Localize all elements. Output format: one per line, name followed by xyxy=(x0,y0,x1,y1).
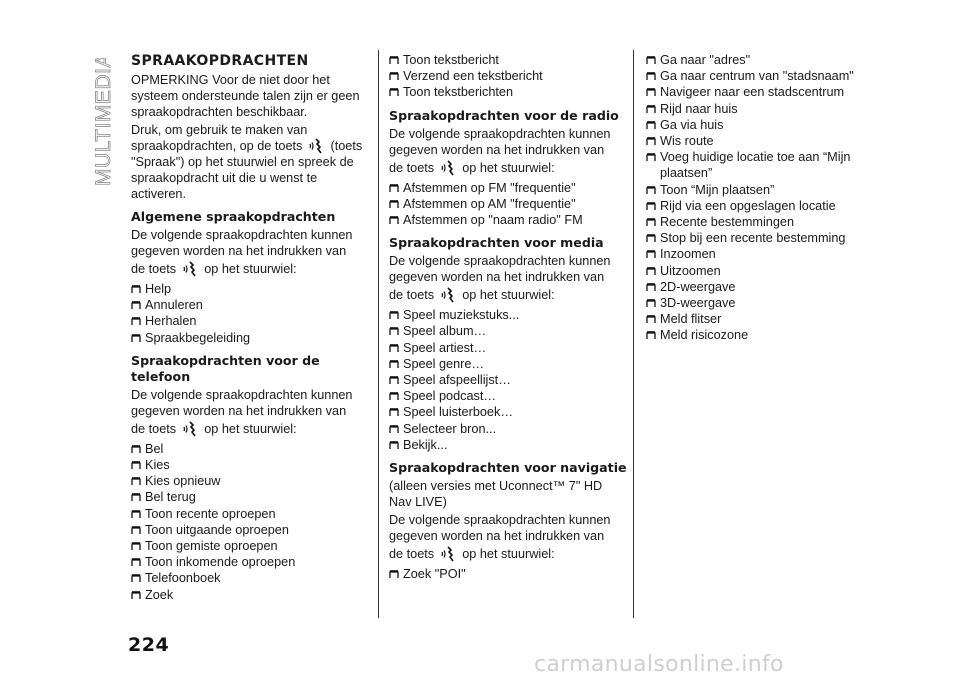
bullet-icon xyxy=(646,185,656,195)
command-label: Bel terug xyxy=(145,490,196,505)
command-label: Inzoomen xyxy=(660,247,716,262)
command-item xyxy=(389,404,627,420)
command-item xyxy=(646,263,886,279)
command-label: Ga naar "adres" xyxy=(660,53,751,67)
voice-command-icon xyxy=(439,546,455,562)
command-item xyxy=(131,538,366,554)
command-label: Spraakbegeleiding xyxy=(145,330,251,345)
command-item xyxy=(389,307,627,323)
media-heading: Spraakopdrachten voor media xyxy=(389,235,604,251)
general-heading: Algemene spraakopdrachten xyxy=(131,209,336,224)
command-item xyxy=(389,84,627,100)
radio-text: De volgende spraakopdrachten kunnen gegeven worden na het indrukken van xyxy=(389,126,611,157)
command-item xyxy=(646,182,886,198)
nav-command-list xyxy=(389,566,627,582)
command-item xyxy=(131,570,366,586)
command-label: Speel artiest… xyxy=(403,340,487,355)
command-label: Herhalen xyxy=(145,314,197,329)
bullet-icon xyxy=(131,573,141,583)
command-label: Rijd naar huis xyxy=(660,101,738,116)
command-item xyxy=(646,279,886,295)
bullet-icon xyxy=(646,71,656,81)
bullet-icon xyxy=(389,569,399,579)
bullet-icon xyxy=(131,300,141,310)
bullet-icon xyxy=(646,120,656,130)
command-label: Toon gemiste oproepen xyxy=(145,539,278,554)
command-item xyxy=(646,295,886,311)
command-item xyxy=(646,149,886,181)
command-item xyxy=(646,133,886,149)
media-text: De volgende spraakopdrachten kunnen gegeven worden na het indrukken van xyxy=(389,254,611,285)
command-label: Annuleren xyxy=(145,298,203,313)
command-item xyxy=(389,388,627,404)
command-item xyxy=(646,117,886,133)
bullet-icon xyxy=(389,87,399,97)
command-item xyxy=(131,457,366,473)
command-item xyxy=(389,212,627,228)
command-label: Voeg huidige locatie toe aan “Mijn plaatsen” xyxy=(660,150,851,181)
bullet-icon xyxy=(131,316,141,326)
bullet-icon xyxy=(131,590,141,600)
command-label: Speel genre… xyxy=(403,356,485,371)
command-label: Kies xyxy=(145,458,170,473)
bullet-icon xyxy=(646,55,656,65)
bullet-icon xyxy=(131,557,141,567)
voice-command-icon xyxy=(181,421,197,437)
bullet-icon xyxy=(389,375,399,385)
bullet-icon xyxy=(389,55,399,65)
bullet-icon xyxy=(131,444,141,454)
command-label: Bel xyxy=(145,441,164,456)
command-label: Zoek "POI" xyxy=(403,567,466,582)
command-item xyxy=(131,554,366,570)
command-item xyxy=(646,327,886,343)
command-item xyxy=(646,101,886,117)
command-label: Toon tekstberichten xyxy=(403,85,514,100)
general-text: De volgende spraakopdrachten kunnen gegeven worden na het indrukken van xyxy=(131,228,353,258)
bullet-icon xyxy=(131,476,141,486)
bullet-icon xyxy=(646,298,656,308)
nav-instruction: de toets op het stuurwiel: xyxy=(389,547,555,562)
media-instruction: de toets op het stuurwiel: xyxy=(389,288,555,303)
bullet-icon xyxy=(646,330,656,340)
command-label: Toon tekstbericht xyxy=(403,53,499,67)
command-label: Kies opnieuw xyxy=(145,474,221,489)
command-label: Toon inkomende oproepen xyxy=(145,555,296,570)
bullet-icon xyxy=(646,217,656,227)
command-label: 3D-weergave xyxy=(660,296,736,311)
radio-heading: Spraakopdrachten voor de radio xyxy=(389,107,619,123)
page-number: 224 xyxy=(128,634,170,656)
column-3 xyxy=(646,52,886,348)
command-label: Ga naar centrum van "stadsnaam" xyxy=(660,69,854,84)
bullet-icon xyxy=(131,492,141,502)
general-instruction: de toets op het stuurwiel: xyxy=(131,262,297,276)
command-item xyxy=(389,52,627,68)
general-command-list xyxy=(131,281,366,346)
bullet-icon xyxy=(131,541,141,551)
command-label: Help xyxy=(145,282,172,296)
bullet-icon xyxy=(646,136,656,146)
column-divider-1 xyxy=(378,50,379,618)
command-label: Afstemmen op "naam radio" FM xyxy=(403,213,583,228)
bullet-icon xyxy=(646,87,656,97)
command-item xyxy=(389,340,627,356)
bullet-icon xyxy=(131,333,141,343)
command-label: 2D-weergave xyxy=(660,279,736,294)
nav-note: (alleen versies met Uconnect™ 7" HD Nav LIVE) xyxy=(389,479,603,510)
bullet-icon xyxy=(131,284,141,294)
command-item xyxy=(646,68,886,84)
command-item xyxy=(389,356,627,372)
command-label: Meld flitser xyxy=(660,312,722,327)
bullet-icon xyxy=(389,326,399,336)
phone-text: De volgende spraakopdrachten kunnen gegeven worden na het indrukken van xyxy=(131,387,353,418)
bullet-icon xyxy=(646,282,656,292)
command-item xyxy=(131,522,366,538)
command-item xyxy=(131,330,366,346)
command-item xyxy=(131,506,366,522)
command-item xyxy=(389,566,627,582)
column-2 xyxy=(389,52,627,586)
bullet-icon xyxy=(131,525,141,535)
command-label: Speel muziekstuks... xyxy=(403,308,520,323)
bullet-icon xyxy=(389,359,399,369)
command-label: Toon “Mijn plaatsen” xyxy=(660,182,775,197)
bullet-icon xyxy=(389,215,399,225)
command-item xyxy=(646,84,886,100)
command-item xyxy=(131,313,366,329)
voice-command-icon xyxy=(439,287,455,303)
intro-instruction: Druk, om gebruik te maken van spraakopdrachten, op de toets (toets "Spraak") op het stuurwiel en spreek de spraakopdracht uit die u wenst te activeren. xyxy=(131,123,363,201)
nav-heading: Spraakopdrachten voor navigatie xyxy=(389,460,627,476)
command-item xyxy=(389,196,627,212)
column-1 xyxy=(131,52,366,607)
command-label: Afstemmen op AM "frequentie" xyxy=(403,196,576,211)
command-label: Navigeer naar een stadscentrum xyxy=(660,85,845,100)
command-item xyxy=(389,180,627,196)
message-command-list xyxy=(389,52,627,101)
command-item xyxy=(646,52,886,68)
bullet-icon xyxy=(646,201,656,211)
command-label: Toon uitgaande oproepen xyxy=(145,522,289,537)
command-label: Afstemmen op FM "frequentie" xyxy=(403,180,576,195)
bullet-icon xyxy=(389,407,399,417)
command-label: Speel afspeellijst… xyxy=(403,373,511,388)
voice-command-icon xyxy=(439,160,455,176)
command-item xyxy=(389,421,627,437)
media-command-list xyxy=(389,307,627,453)
command-item xyxy=(646,230,886,246)
bullet-icon xyxy=(131,460,141,470)
command-label: Uitzoomen xyxy=(660,263,721,278)
command-label: Speel album… xyxy=(403,324,487,339)
command-item xyxy=(131,587,366,603)
command-label: Speel luisterboek… xyxy=(403,405,514,420)
page-title: SPRAAKOPDRACHTEN xyxy=(131,53,309,69)
command-label: Toon recente oproepen xyxy=(145,506,276,521)
radio-instruction: de toets op het stuurwiel: xyxy=(389,160,555,175)
bullet-icon xyxy=(646,249,656,259)
voice-command-icon xyxy=(307,138,323,154)
command-item xyxy=(646,214,886,230)
command-item xyxy=(646,246,886,262)
bullet-icon xyxy=(646,314,656,324)
svg-text:MULTIMEDIA: MULTIMEDIA xyxy=(92,58,115,186)
command-label: Stop bij een recente bestemming xyxy=(660,231,846,246)
command-item xyxy=(389,372,627,388)
command-label: Bekijk... xyxy=(403,437,448,452)
command-label: Verzend een tekstbericht xyxy=(403,69,543,84)
command-label: Recente bestemmingen xyxy=(660,215,794,230)
nav-command-list-continued xyxy=(646,52,886,344)
command-item xyxy=(389,437,627,453)
watermark: carmanualsonline.info xyxy=(534,652,784,677)
bullet-icon xyxy=(389,391,399,401)
command-item xyxy=(131,473,366,489)
bullet-icon xyxy=(389,71,399,81)
intro-note: OPMERKING Voor de niet door het systeem ondersteunde talen zijn er geen spraakopdrachten beschikbaar. xyxy=(131,73,360,119)
command-item xyxy=(646,311,886,327)
bullet-icon xyxy=(646,152,656,162)
bullet-icon xyxy=(646,233,656,243)
command-label: Selecteer bron... xyxy=(403,421,497,436)
command-item xyxy=(131,489,366,505)
voice-command-icon xyxy=(181,261,197,277)
bullet-icon xyxy=(389,310,399,320)
phone-instruction: de toets op het stuurwiel: xyxy=(131,421,297,436)
column-divider-2 xyxy=(633,50,634,618)
phone-heading: Spraakopdrachten voor de telefoon xyxy=(131,352,320,384)
command-item xyxy=(131,441,366,457)
bullet-icon xyxy=(131,509,141,519)
command-label: Meld risicozone xyxy=(660,328,749,343)
bullet-icon xyxy=(389,440,399,450)
command-label: Ga via huis xyxy=(660,117,724,132)
bullet-icon xyxy=(646,266,656,276)
nav-text: De volgende spraakopdrachten kunnen gegeven worden na het indrukken van xyxy=(389,513,611,544)
bullet-icon xyxy=(646,104,656,114)
bullet-icon xyxy=(389,183,399,193)
command-item xyxy=(131,281,366,297)
command-item xyxy=(646,198,886,214)
bullet-icon xyxy=(389,424,399,434)
command-item xyxy=(131,297,366,313)
command-label: Rijd via een opgeslagen locatie xyxy=(660,198,836,213)
bullet-icon xyxy=(389,199,399,209)
command-item xyxy=(389,68,627,84)
bullet-icon xyxy=(389,343,399,353)
phone-command-list xyxy=(131,441,366,603)
command-label: Telefoonboek xyxy=(145,571,221,586)
command-item xyxy=(389,323,627,339)
command-label: Zoek xyxy=(145,587,174,602)
command-label: Speel podcast… xyxy=(403,389,497,404)
radio-command-list xyxy=(389,180,627,229)
command-label: Wis route xyxy=(660,134,714,149)
